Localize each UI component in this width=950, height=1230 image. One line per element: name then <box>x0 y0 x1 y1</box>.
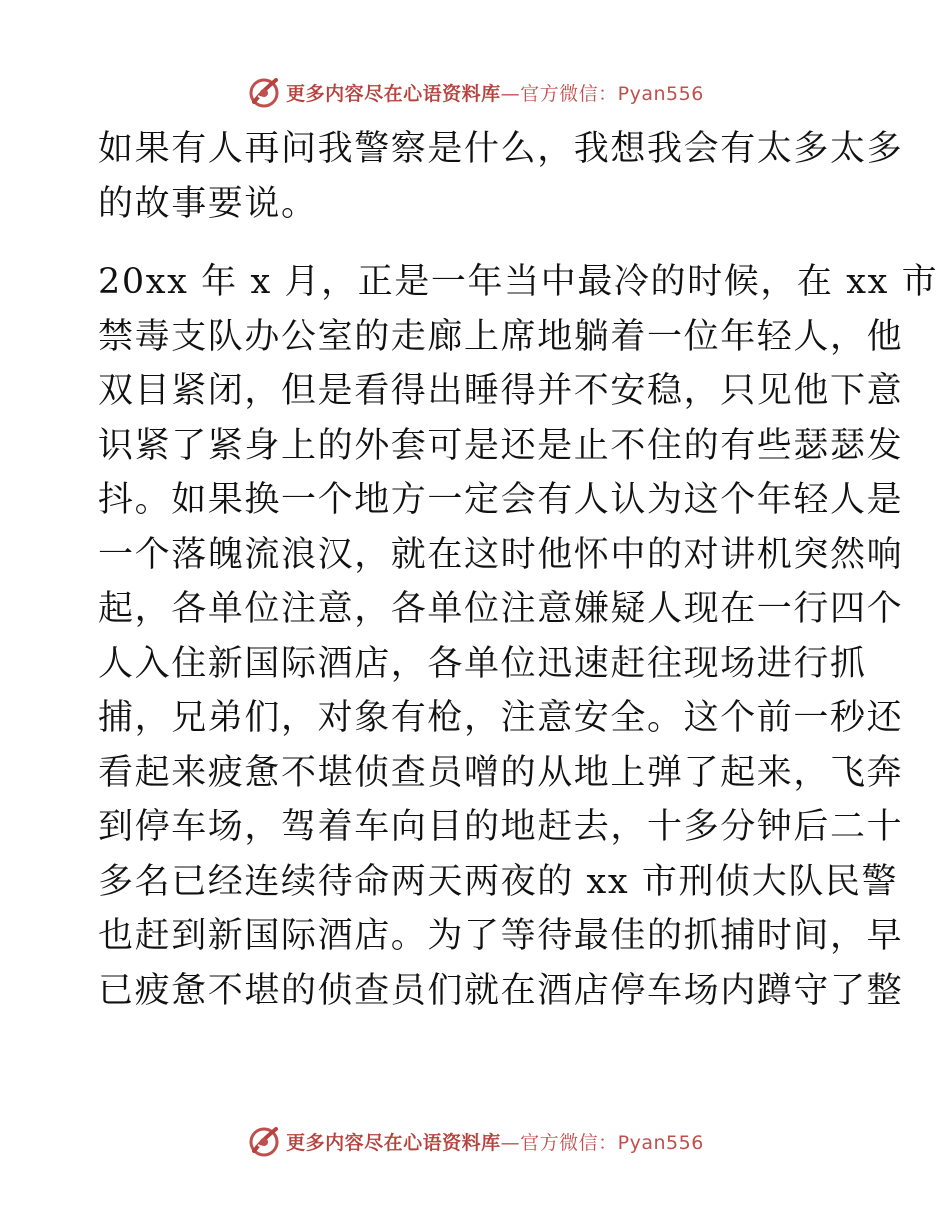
text-line: 20xx 年 x 月，正是一年当中最冷的时候，在 xx 市 <box>98 262 939 302</box>
text-line: 抖。如果换一个地方一定会有人认为这个年轻人是 <box>98 480 904 520</box>
header-site-text: 更多内容尽在心语资料库 <box>286 82 501 105</box>
text-line: 如果有人再问我警察是什么，我想我会有太多太多 <box>98 129 904 169</box>
header-banner-text <box>286 79 704 106</box>
footer-wechat-text: 官方微信：Pyan556 <box>520 1131 704 1154</box>
document-body <box>98 122 939 1018</box>
paragraph-1 <box>98 122 904 231</box>
red-ink-pen-swirl-icon <box>246 1123 282 1159</box>
text-line: 起，各单位注意，各单位注意嫌疑人现在一行四个 <box>98 589 904 629</box>
footer-banner <box>0 1121 950 1161</box>
text-line: 禁毒支队办公室的走廊上席地躺着一位年轻人，他 <box>98 316 904 357</box>
text-line: 到停车场，驾着车向目的地赶去，十多分钟后二十 <box>98 807 904 847</box>
footer-banner-text <box>286 1128 704 1155</box>
header-banner <box>0 72 950 112</box>
header-separator: — <box>500 82 521 105</box>
text-line: 双目紧闭，但是看得出睡得并不安稳，只见他下意 <box>98 371 904 411</box>
paragraph-spacer <box>98 231 858 255</box>
footer-separator: — <box>500 1131 521 1154</box>
red-ink-pen-swirl-icon <box>246 74 282 110</box>
text-line: 看起来疲惫不堪侦查员噌的从地上弹了起来，飞奔 <box>98 752 904 793</box>
text-line: 人入住新国际酒店，各单位迅速赶往现场进行抓 <box>98 643 867 684</box>
text-line: 捕，兄弟们，对象有枪，注意安全。这个前一秒还 <box>98 698 904 738</box>
paragraph-2 <box>98 255 939 1018</box>
header-wechat-text: 官方微信：Pyan556 <box>520 82 704 105</box>
text-line: 一个落魄流浪汉，就在这时他怀中的对讲机突然响 <box>98 534 904 575</box>
text-line: 识紧了紧身上的外套可是还是止不住的有些瑟瑟发 <box>98 425 904 466</box>
footer-site-text: 更多内容尽在心语资料库 <box>286 1131 501 1154</box>
text-line: 也赶到新国际酒店。为了等待最佳的抓捕时间，早 <box>98 916 904 956</box>
text-line: 的故事要说。 <box>98 183 318 224</box>
text-line: 已疲惫不堪的侦查员们就在酒店停车场内蹲守了整 <box>98 970 904 1011</box>
text-line: 多名已经连续待命两天两夜的 xx 市刑侦大队民警 <box>98 861 899 902</box>
